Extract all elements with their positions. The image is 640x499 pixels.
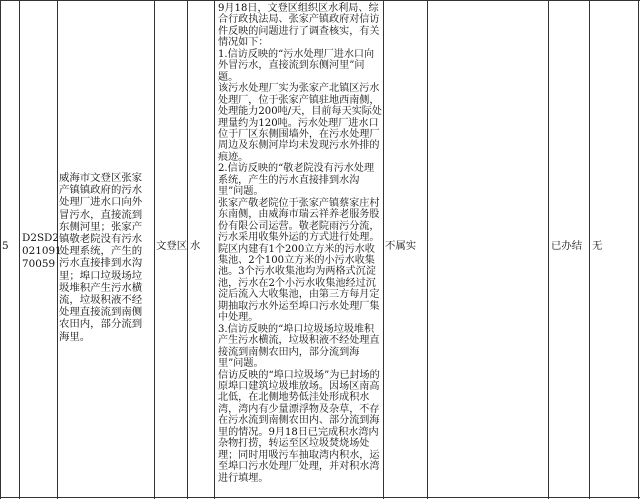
finding-body-1: 该污水处理厂实为张家产北镇区污水处理厂，位于张家产镇驻地西南侧，处理能力200吨/天，目前每天实际处理量约为120吨。污水处理厂进水口位于厂区东侧围墙外，在污水处理厂周边及东侧河岸均未发现污水外排的痕迹。 <box>218 83 382 163</box>
verification-result: 不属实 <box>385 240 417 252</box>
investigation-findings <box>218 3 383 484</box>
row-number: 5 <box>2 240 9 252</box>
accountability-text: 无 <box>592 240 603 252</box>
col-divider <box>19 0 20 499</box>
finding-heading-1: 1.信访反映的“污水处理厂进水口向外冒污水，直接流到东侧河里”问题。 <box>218 48 375 83</box>
finding-body-3: 信访反映的“埠口垃圾场”为已封场的原埠口建筑垃圾堆放场。因场区南高北低，在北侧地势低洼处形成积水湾，湾内有少量漂浮物及杂草，不存在污水流到南侧农田内、部分流到海里的情况。9月18日已完成积水湾内杂物打捞，转运至区垃圾焚烧场处理；同时用吸污车抽取湾内积水，运至埠口污水处理厂处理，并对积水湾进行填埋。 <box>218 369 380 484</box>
col-divider <box>0 0 1 499</box>
col-divider <box>214 0 215 499</box>
finding-heading-3: 3.信访反映的“埠口垃圾场垃圾堆积产生污水横流，垃圾积液不经处理直接流到南侧农田内，部分流到海里”问题。 <box>218 323 380 370</box>
findings-intro: 9月18日，文登区组织区水利局、综合行政执法局、张家产镇政府对信访件反映的问题进行了调查核实，有关情况如下： <box>218 3 380 49</box>
finding-body-2: 张家产敬老院位于张家产镇蔡家庄村东南侧，由威海市瑞云祥养老服务股份有限公司运营。敬老院雨污分流，污水采用收集外运的方式进行处理。院区内建有1个200立方米的污水收集池、2个100立方米的小污水收集池。3个污水收集池均为两格式沉淀池，污水在2个小污水收集池经过沉淀后流入大收集池，由第三方每月定期抽取污水外运至埠口污水处理厂集中处理。 <box>218 197 380 324</box>
table-bottom-border <box>0 497 640 498</box>
col-divider <box>638 0 639 499</box>
col-divider <box>383 0 384 499</box>
col-divider <box>589 0 590 499</box>
complaint-issue: 威海市文登区张家产镇镇政府的污水处理厂进水口向外冒污水，直接流到东侧河里；张家产镇敬老院没有污水处理系统，产生的污水直接排到水沟里；埠口垃圾场垃圾堆积产生污水横流，垃圾积液不经处理直接流到南侧农田内，部分流到海里。 <box>59 172 143 343</box>
district: 文登区 <box>156 240 188 252</box>
col-divider <box>427 0 428 499</box>
table-top-border <box>0 0 640 1</box>
col-divider <box>154 0 155 499</box>
finding-heading-2: 2.信访反映的“敬老院没有污水处理系统，产生的污水直接排到水沟里”问题。 <box>218 163 375 198</box>
case-id: D2SD202109170059 <box>22 232 62 270</box>
status-text: 已办结 <box>551 240 583 252</box>
col-divider <box>548 0 549 499</box>
pollution-type: 水 <box>190 240 201 252</box>
